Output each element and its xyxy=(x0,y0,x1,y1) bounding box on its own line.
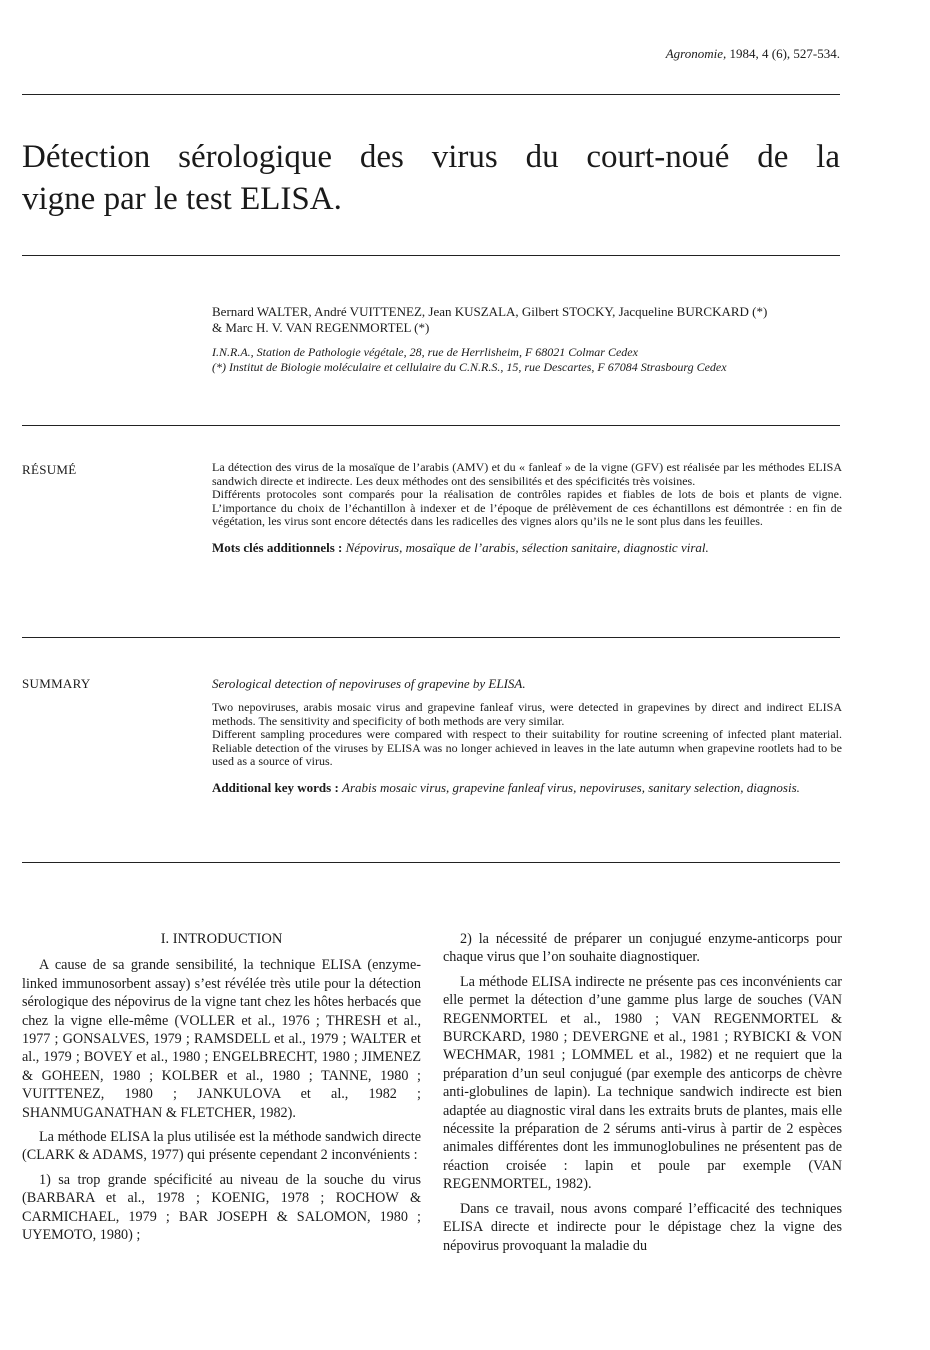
right-column xyxy=(443,930,842,1261)
summary-paragraph-2: Different sampling procedures were compared with respect to their suitability for routine screening of infected plant material. Reliable detection of the viruses by ELISA was no longer achieved in leaves in the late autumn when grapevine rootlets had to be used as a source of virus. xyxy=(212,727,842,768)
left-column xyxy=(22,930,421,1251)
journal-name: Agronomie, xyxy=(665,46,727,61)
summary-keywords-text: Arabis mosaic virus, grapevine fanleaf virus, nepoviruses, sanitary selection, diagnosis. xyxy=(342,779,800,795)
paper-title xyxy=(22,136,840,220)
journal-citation xyxy=(666,46,840,62)
divider xyxy=(22,255,840,256)
affiliations xyxy=(212,345,842,375)
divider xyxy=(22,637,840,638)
divider xyxy=(22,94,840,95)
divider xyxy=(22,425,840,426)
body-paragraph: A cause de sa grande sensibilité, la technique ELISA (enzyme-linked immunosorbent assay) s’est révélée très utile pour la détection sérologique des népovirus de la vigne tant chez les hôtes herbacés que chez la vigne elle-même (VOLLER et al., 1976 ; THRESH et al., 1977 ; GONSALVES, 1979 ; RAMSDELL et al., 1979 ; WALTER et al., 1979 ; BOVEY et al., 1980 ; ENGELBRECHT, 1980 ; JIMENEZ & GOHEEN, 1980 ; KOLBER et al., 1980 ; TANNE, 1980 ; VUITTENEZ, 1980 ; JANKULOVA et al., 1982 ; SHANMUGANATHAN & FLETCHER, 1982). xyxy=(22,957,421,1121)
body-paragraph: 1) sa trop grande spécificité au niveau de la souche du virus (BARBARA et al., 1978 ; KOENIG, 1978 ; ROCHOW & CARMICHAEL, 1979 ; BAR JOSEPH & SALOMON, 1980 ; UYEMOTO, 1980) ; xyxy=(22,1171,421,1244)
body-paragraph: Dans ce travail, nous avons comparé l’efficacité des techniques ELISA directe et indirecte pour le dépistage chez la vigne des népovirus provoquant la maladie du xyxy=(443,1200,842,1254)
resume-block xyxy=(212,461,842,554)
affiliation-2: (*) Institut de Biologie moléculaire et cellulaire du C.N.R.S., 15, rue Descartes, F 67084 Strasbourg Cedex xyxy=(212,360,727,374)
authors-line-2: & Marc H. V. VAN REGENMORTEL (*) xyxy=(212,320,430,335)
summary-paragraph-1: Two nepoviruses, arabis mosaic virus and grapevine fanleaf virus, were detected in grapevines by direct and indirect ELISA methods. The sensitivity and specificity of both methods are very similar. xyxy=(212,700,842,728)
divider xyxy=(22,862,840,863)
summary-title: Serological detection of nepoviruses of grapevine by ELISA. xyxy=(212,676,526,691)
authors xyxy=(212,304,842,336)
authors-line-1: Bernard WALTER, André VUITTENEZ, Jean KUSZALA, Gilbert STOCKY, Jacqueline BURCKARD (*) xyxy=(212,304,768,319)
summary-keywords-label: Additional key words : xyxy=(212,779,339,795)
journal-volume: 1984, 4 (6), 527-534. xyxy=(729,46,840,61)
body-paragraph: 2) la nécessité de préparer un conjugué enzyme-anticorps pour chaque virus que l’on souhaite diagnostiquer. xyxy=(443,931,842,966)
section-heading: I. INTRODUCTION xyxy=(160,931,283,947)
summary-keywords xyxy=(212,781,842,795)
resume-keywords-label: Mots clés additionnels : xyxy=(212,539,343,555)
resume-keywords-text: Népovirus, mosaïque de l’arabis, sélection sanitaire, diagnostic viral. xyxy=(345,539,709,555)
affiliation-1: I.N.R.A., Station de Pathologie végétale, 28, rue de Herrlisheim, F 68021 Colmar Cedex xyxy=(212,345,638,359)
resume-label: RÉSUMÉ xyxy=(22,462,77,477)
resume-paragraph-1: La détection des virus de la mosaïque de l’arabis (AMV) et du « fanleaf » de la vigne (GFV) est réalisée par les méthodes ELISA sandwich directe et indirecte. Les deux méthodes ont des sensibilités et des spécificités très voisines. xyxy=(212,460,842,488)
summary-label: SUMMARY xyxy=(22,676,91,691)
body-paragraph: La méthode ELISA indirecte ne présente pas ces inconvénients car elle permet la détection d’une gamme plus large de souches (VAN REGENMORTEL et al., 1980 ; VAN REGENMORTEL & BURCKARD, 1980 ; DEVERGNE et al., 1981 ; RYBICKI & VON WECHMAR, 1981 ; LOMMEL et al., 1982) et ne requiert que la préparation d’un seul conjugué (par exemple des anticorps de chèvre anti-globulines de lapin). La technique sandwich indirecte est bien adaptée au diagnostic viral dans les extraits bruts de plantes, mais elle nécessite la préparation de 2 sérums anti-virus à partir de 2 espèces animales différentes dont les immunoglobulines ne présentent pas de réaction croisée : lapin et poule par exemple (VAN REGENMORTEL, 1982). xyxy=(443,973,842,1193)
summary-block xyxy=(212,701,842,794)
body-paragraph: La méthode ELISA la plus utilisée est la méthode sandwich directe (CLARK & ADAMS, 1977) qui présente cependant 2 inconvénients : xyxy=(22,1129,421,1164)
title-line-2: vigne par le test ELISA. xyxy=(22,181,342,217)
title-line-1: Détection sérologique des virus du court-noué de la xyxy=(22,139,840,175)
resume-paragraph-2: Différents protocoles sont comparés pour la réalisation de contrôles rapides et fiables de lots de bois et plants de vigne. L’importance du choix de l’échantillon à indexer et de l’époque de prélèvement de ces échantillons est démontrée : en fin de végétation, les virus sont encore détectés dans les radicelles des vignes alors qu’ils ne le sont plus dans les feuilles. xyxy=(212,487,842,528)
resume-keywords xyxy=(212,541,842,555)
